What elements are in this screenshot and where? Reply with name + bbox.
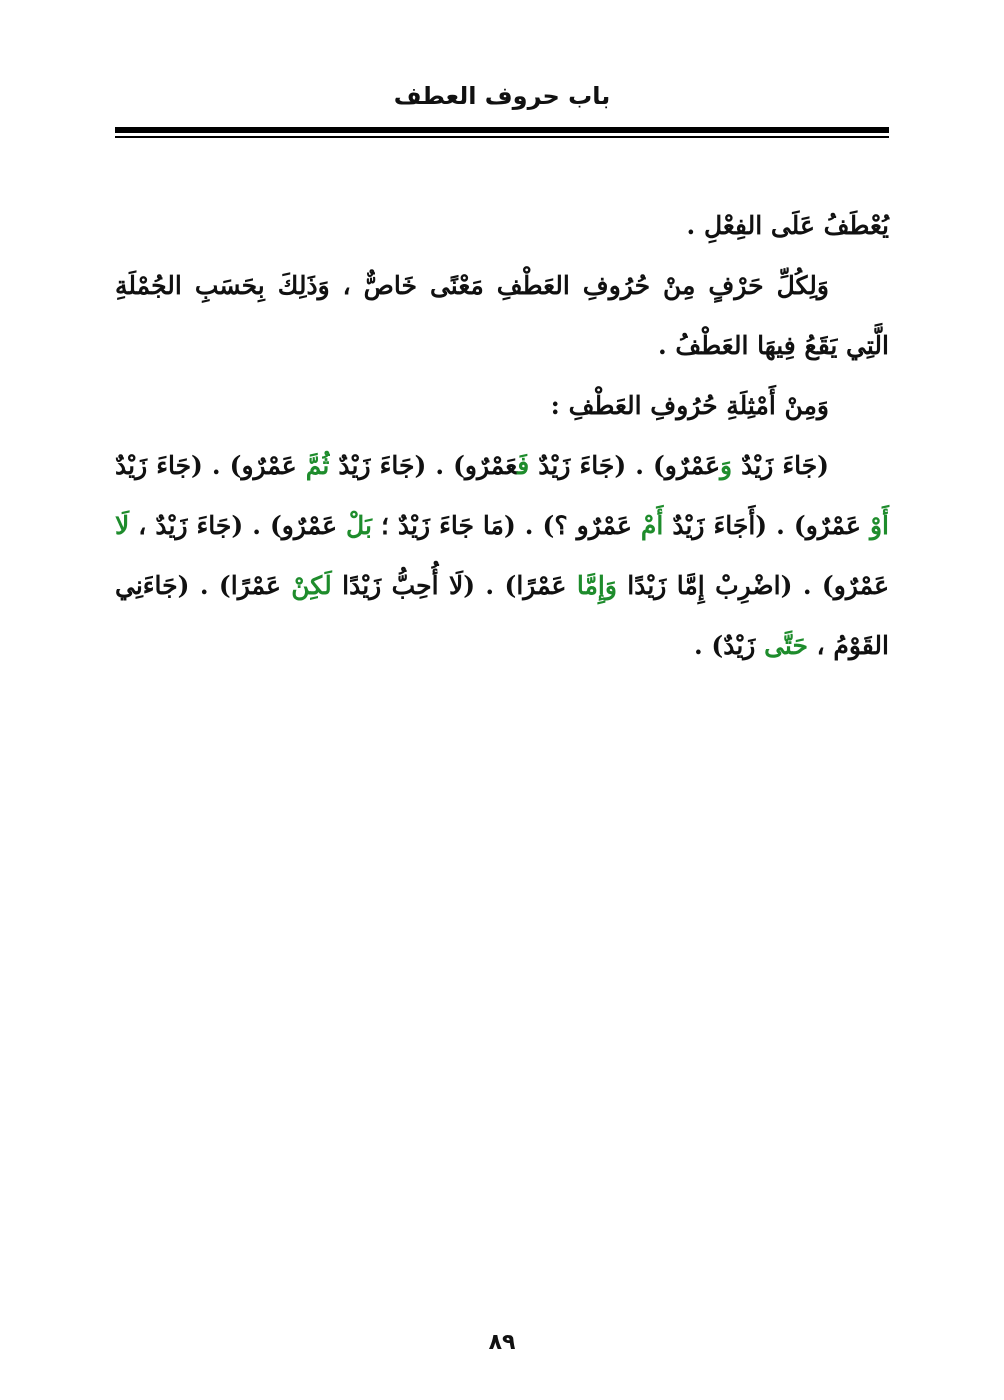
conjunction-bal: بَلْ — [346, 511, 372, 540]
example-7: (جَاءَ زَيْدٌ ، لَا عَمْرٌو) . — [115, 511, 889, 600]
header-rule-thick — [115, 127, 889, 133]
example-9: (لَا أُحِبُّ زَيْدًا لَكِنْ عَمْرًا) . — [189, 571, 476, 600]
page-header-title: باب حروف العطف — [393, 82, 611, 110]
conjunction-aw: أَوْ — [869, 511, 889, 540]
example-10: (جَاءَنِي القَوْمُ ، حَتَّى زَيْدٌ) . — [115, 571, 889, 660]
conjunction-la: لَا — [115, 511, 130, 540]
example-3: (جَاءَ زَيْدٌ ثُمَّ عَمْرٌو) . — [202, 451, 427, 480]
paragraph-1: يُعْطَفُ عَلَى الفِعْلِ . — [686, 211, 889, 240]
body-text — [115, 196, 889, 676]
example-2: (جَاءَ زَيْدٌ فَعَمْرٌو) . — [426, 451, 627, 480]
page-number: ٨٩ — [488, 1330, 516, 1355]
paragraph-2: وَلِكُلِّ حَرْفٍ مِنْ حُرُوفِ العَطْفِ مَعْنًى خَاصٌّ ، وَذَلِكَ بِحَسَبِ الجُمْلَةِ الَّتِي يَقَعُ فِيهَا العَطْفُ . — [115, 271, 889, 360]
header-rule-thin — [115, 136, 889, 138]
example-1: (جَاءَ زَيْدٌ وَعَمْرٌو) . — [626, 451, 829, 480]
example-6: (مَا جَاءَ زَيْدٌ ؛ بَلْ عَمْرٌو) . — [243, 511, 516, 540]
examples-paragraph — [115, 436, 889, 676]
conjunction-am: أَمْ — [640, 511, 664, 540]
paragraph-3: وَمِنْ أَمْثِلَةِ حُرُوفِ العَطْفِ : — [550, 391, 829, 420]
example-4: (جَاءَ زَيْدٌ أَوْ عَمْرٌو) . — [115, 451, 889, 540]
conjunction-wa: وَ — [720, 451, 733, 480]
conjunction-wa-imma: وَإِمَّا — [576, 571, 617, 600]
example-8: (اضْرِبْ إِمَّا زَيْدًا وَإِمَّا عَمْرًا) . — [475, 571, 793, 600]
example-5: (أَجَاءَ زَيْدٌ أَمْ عَمْرٌو ؟) . — [515, 511, 768, 540]
conjunction-fa: فَ — [517, 451, 530, 480]
conjunction-lakin: لَكِنْ — [291, 571, 332, 600]
conjunction-thumma: ثُمَّ — [305, 451, 330, 480]
conjunction-hatta: حَتَّى — [764, 631, 808, 660]
